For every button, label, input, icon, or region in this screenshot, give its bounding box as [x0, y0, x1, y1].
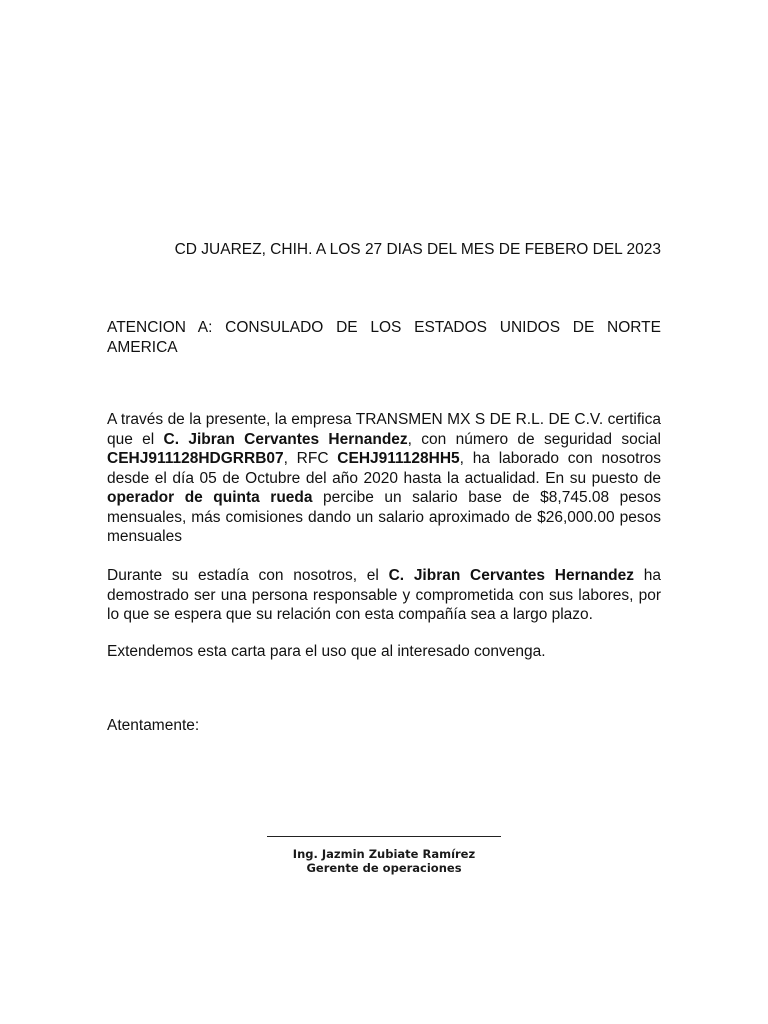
- paragraph-text: ha demostrado ser una persona responsable y comprometida con sus labores, por lo que se espera que su relación con esta compañía sea a largo plazo.: [107, 567, 661, 623]
- rfc-number: CEHJ911128HH5: [337, 450, 460, 467]
- date-line: CD JUAREZ, CHIH. A LOS 27 DIAS DEL MES DE FEBERO DEL 2023: [174, 241, 661, 258]
- signature-block: [0, 822, 768, 875]
- paragraph-text: , RFC: [283, 450, 338, 467]
- employee-name: C. Jibran Cervantes Hernandez: [388, 567, 634, 584]
- paragraph-text: A través de la presente, la empresa TRANSMEN MX S DE R.L. DE C.V. certifica que el: [107, 411, 661, 448]
- body-paragraph-1: [107, 410, 661, 547]
- employee-name: C. Jibran Cervantes Hernandez: [163, 430, 408, 448]
- closing-line: Atentamente:: [107, 717, 200, 734]
- paragraph-text: , con número de seguridad social: [407, 430, 661, 448]
- body-paragraph-3: Extendemos esta carta para el uso que al interesado convenga.: [107, 643, 546, 660]
- signer-title: Gerente de operaciones: [306, 861, 462, 875]
- job-role: operador de quinta rueda: [107, 489, 313, 506]
- signer-name: Ing. Jazmin Zubiate Ramírez: [292, 847, 476, 861]
- body-paragraph-2: [107, 566, 661, 625]
- paragraph-text: , ha laborado con nosotros desde el día 05 de Octubre del año 2020 hasta la actualidad. En su puesto de: [107, 450, 661, 487]
- attention-line: ATENCION A: CONSULADO DE LOS ESTADOS UNIDOS DE NORTE AMERICA: [107, 319, 661, 356]
- paragraph-text: percibe un salario base de $8,745.08 pesos mensuales, más comisiones dando un salario aproximado de $26,000.00 pesos mensuales: [107, 489, 661, 545]
- paragraph-text: Durante su estadía con nosotros, el: [107, 567, 389, 584]
- signature-line: [267, 836, 501, 837]
- social-security-number: CEHJ911128HDGRRB07: [107, 450, 284, 467]
